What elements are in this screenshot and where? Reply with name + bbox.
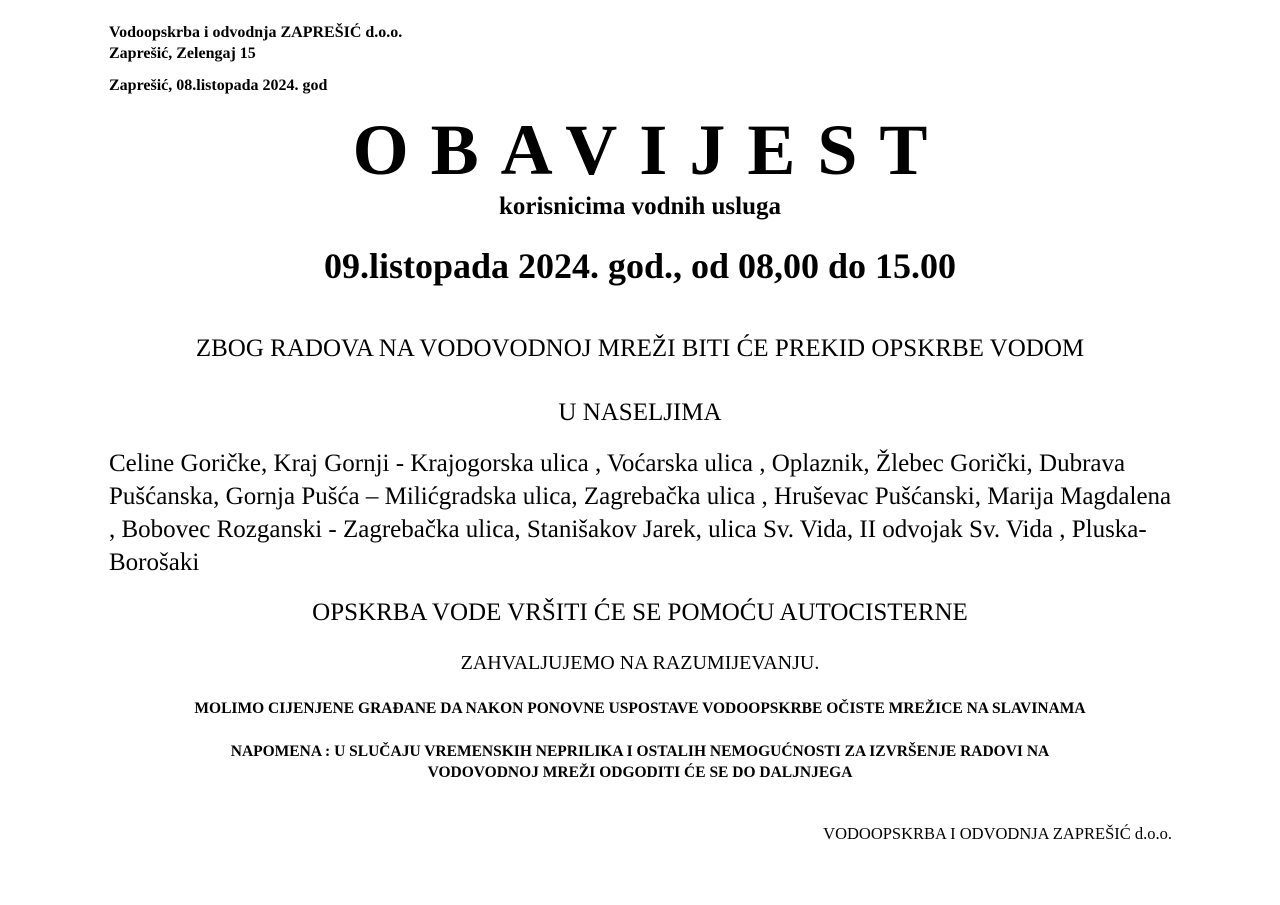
settlements-heading: U NASELJIMA [558, 399, 722, 426]
notice-subtitle: korisnicima vodnih usluga [498, 193, 782, 220]
water-supply-note: OPSKRBA VODE VRŠITI ĆE SE POMOĆU AUTOCISTERNE [312, 599, 968, 626]
thanks-text: ZAHVALJUJEMO NA RAZUMIJEVANJU. [460, 652, 820, 674]
organization-address: Zaprešić, Zelengaj 15 [109, 45, 256, 62]
postponement-note-line: NAPOMENA : U SLUČAJU VREMENSKIH NEPRILIKA I OSTALIH NEMOGUĆNOSTI ZA IZVRŠENJE RADOVI NA [230, 743, 1050, 760]
outage-datetime: 09.listopada 2024. god., od 08,00 do 15.00 [323, 246, 957, 286]
postponement-note [0, 741, 1280, 783]
issue-date: Zaprešić, 08.listopada 2024. god [109, 77, 328, 94]
settlements-list: Celine Goričke, Kraj Gornji - Krajogorska ulica , Voćarska ulica , Oplaznik, Žlebec Gorički, Dubrava Pušćanska, Gornja Pušća – Milićgradska ulica, Zagrebačka ulica , Hruševac Pušćanski, Marija Magdalena , Bobovec Rozganski - Zagrebačka ulica, Stanišakov Jarek, ulica Sv. Vida, II odvojak Sv. Vida , Pluska- Borošaki [109, 450, 1172, 576]
signature: VODOOPSKRBA I ODVODNJA ZAPREŠIĆ d.o.o. [823, 824, 1172, 843]
postponement-note-line: VODOVODNOJ MREŽI ODGODITI ĆE SE DO DALJNJEGA [427, 764, 853, 781]
notice-title: OBAVIJEST [352, 110, 950, 190]
outage-reason: ZBOG RADOVA NA VODOVODNOJ MREŽI BITI ĆE PREKID OPSKRBE VODOM [195, 335, 1085, 362]
request-text: MOLIMO CIJENJENE GRAĐANE DA NAKON PONOVNE USPOSTAVE VODOOPSKRBE OČISTE MREŽICE NA SLAVINAMA [194, 700, 1086, 717]
organization-name: Vodoopskrba i odvodnja ZAPREŠIĆ d.o.o. [109, 24, 403, 41]
